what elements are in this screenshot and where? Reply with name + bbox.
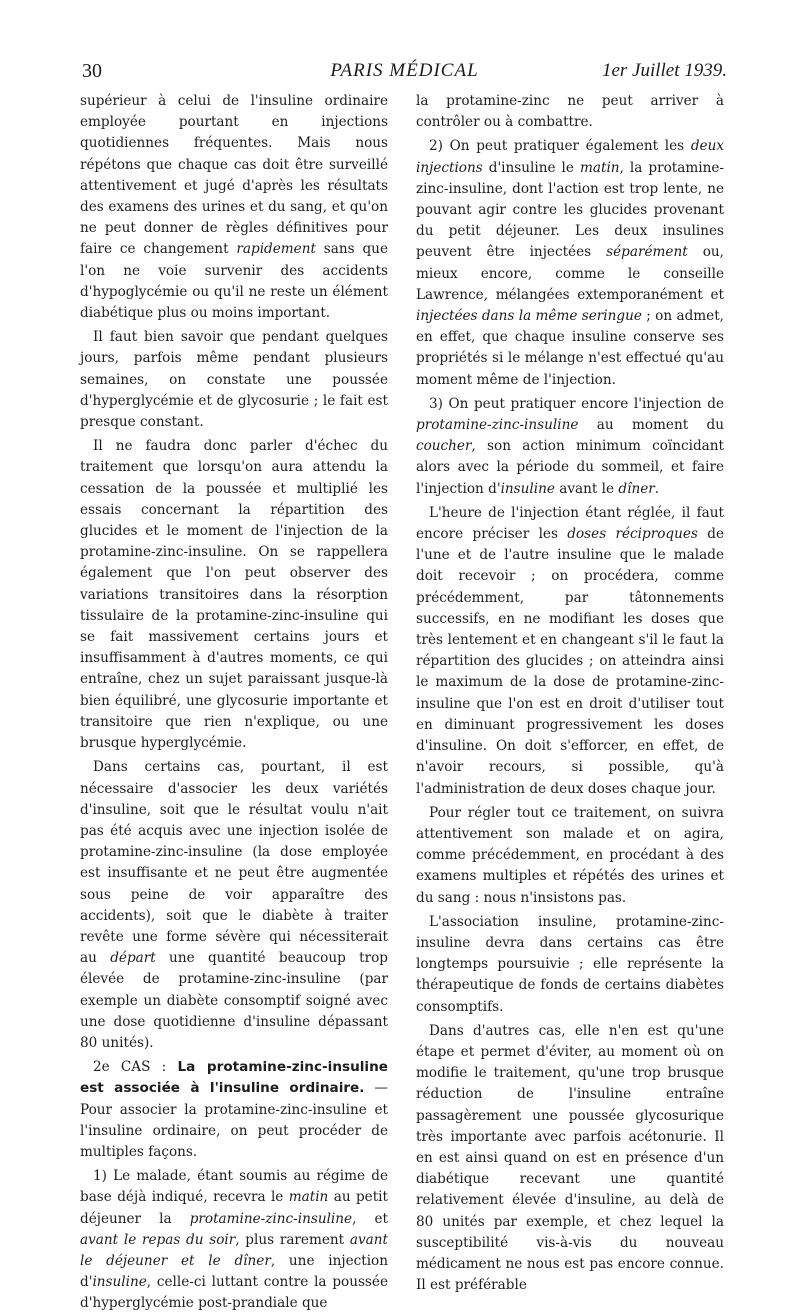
paragraph	[416, 912, 724, 1018]
italic-run: matin	[288, 1189, 329, 1206]
text-run: la protamine-zinc ne peut arriver à contrôler ou à combattre.	[416, 93, 724, 131]
right-column	[416, 91, 724, 1296]
text-run: de l'une et de l'autre insuline que le malade doit recevoir ; on procédera, comme précédemment, par tâtonnements successifs, en ne modifiant les doses que très lentement et en changeant s'il le faut la répartition des glucides ; on atteindra ainsi le maximum de la dose de protamine-zinc-insuline que l'on est en droit d'utiliser tout en diminuant progressivement les doses d'insuline. On doit s'efforcer, en effet, de n'avoir recours, si possible, qu'à l'administration de deux doses chaque jour.	[416, 526, 724, 797]
text-run: Il faut bien savoir que pendant quelques jours, parfois même pendant plusieurs semaines, on constate une poussée d'hyperglycémie et de glycosurie ; le fait est presque constant.	[80, 329, 388, 431]
text-run: 3) On peut pratiquer encore l'injection de	[429, 395, 724, 412]
italic-run: rapidement	[236, 241, 316, 258]
paragraph	[80, 91, 388, 324]
text-run: , celle-ci luttant contre la poussée d'hyperglycémie post-prandiale que	[80, 1274, 388, 1312]
paragraph	[416, 803, 724, 909]
paragraph	[80, 1166, 388, 1314]
text-run: Pour régler tout ce traitement, on suivra attentivement son malade et on agira, comme précédemment, en procédant à des examens multiples et répétés des urines et du sang : nous n'insistons pas.	[416, 804, 724, 906]
text-run: L'association insuline, protamine-zinc-insuline devra dans certains cas être longtemps poursuivie ; elle représente la thérapeutique de fonds de certains diabètes consomptifs.	[416, 913, 724, 1015]
text-run: sans que l'on ne voie survenir des accidents d'hypoglycémie ou qu'il ne reste un élément diabétique plus ou moins important.	[80, 241, 388, 322]
italic-run: avant le repas du soir	[80, 1231, 236, 1248]
text-run: au moment du	[578, 417, 724, 434]
paragraph	[416, 91, 724, 133]
text-run: 2) On peut pratiquer également les	[429, 138, 691, 155]
italic-run: matin	[580, 159, 620, 176]
italic-run: protamine-zinc-insuline	[416, 417, 579, 434]
text-run: , son action minimum coïncidant alors avec la période du sommeil, et faire l'injection d'	[416, 438, 724, 497]
text-run: Il ne faudra donc parler d'échec du traitement que lorsqu'on aura attendu la cessation de la poussée et multiplié les essais concernant la répartition des glucides et le moment de l'injection de la protamine-zinc-insuline. On se rappellera également que l'on peut observer des variations transitoires dans la résorption tissulaire de la protamine-zinc-insuline qui se fait massivement certains jours et insuffisamment à d'autres moments, ce qui entraîne, chez un sujet paraissant jusque-là bien équilibré, une glycosurie importante et transitoire que rien n'explique, ou une brusque hyperglycémie.	[80, 438, 388, 752]
italic-run: doses réciproques	[567, 526, 698, 543]
text-run: , une injection d'	[80, 1252, 388, 1291]
italic-run: insuline	[92, 1274, 147, 1291]
text-run: .	[654, 480, 660, 497]
paragraph	[416, 394, 724, 500]
italic-run: dîner	[618, 480, 655, 497]
case-label: 2e CAS :	[93, 1059, 178, 1076]
text-run: L'heure de l'injection étant réglée, il faut encore préciser les	[416, 504, 724, 543]
text-run: Dans d'autres cas, elle n'en est qu'une étape et permet d'éviter, au moment où on modifie le traitement, qu'une trop brusque réduction de l'insuline entraîne passagèrement une poussée glycosurique très importante avec parfois acétonurie. Il en est ainsi quand on est en présence d'un diabétique recevant une quantité relativement élevée d'insuline, au delà de 80 unités par exemple, et chez lequel la susceptibilité vis-à-vis du nouveau médicament ne nous est pas encore connue. Il est préférable	[416, 1022, 724, 1294]
text-run: au petit déjeuner la	[80, 1189, 388, 1227]
italic-run: insuline	[500, 480, 555, 497]
text-run: , et	[352, 1210, 388, 1227]
italic-run: deux injections	[416, 138, 724, 176]
text-run: ; on admet, en effet, que chaque insuline conserve ses propriétés si le mélange n'est effectué qu'au moment même de l'injection.	[416, 308, 724, 388]
italic-run: départ	[110, 950, 156, 967]
case-heading: La protamine-zinc-insuline est associée à l'insuline ordinaire.	[80, 1059, 388, 1097]
italic-run: avant le déjeuner et le dîner	[80, 1231, 388, 1269]
section-heading-paragraph	[80, 1057, 388, 1163]
text-run: Dans certains cas, pourtant, il est nécessaire d'associer les deux variétés d'insuline, soit que le résultat voulu n'ait pas été acquis avec une injection isolée de protamine-zinc-insuline (la dose employée est insuffisante et ne peut être augmentée sous peine de voir apparaître des accidents), soit que le diabète à traiter revête une forme sévère qui nécessiterait au	[80, 759, 388, 967]
italic-run: coucher	[416, 438, 472, 455]
text-run: avant le	[554, 480, 619, 497]
text-run: ou, mieux encore, comme le conseille Lawrence, mélangées extemporanément et	[416, 244, 724, 303]
paragraph	[80, 327, 388, 433]
text-run: d'insuline le	[482, 159, 580, 176]
journal-title: PARIS MÉDICAL	[330, 60, 479, 81]
left-column	[80, 91, 388, 1315]
running-header	[82, 60, 727, 88]
text-run: 1) Le malade, étant soumis au régime de base déjà indiqué, recevra le	[80, 1168, 388, 1206]
paragraph	[416, 503, 724, 800]
paragraph	[80, 436, 388, 754]
paragraph	[416, 1021, 724, 1297]
text-run: — Pour associer la protamine-zinc-insuline et l'insuline ordinaire, on peut procéder de multiples façons.	[80, 1080, 388, 1160]
paragraph	[80, 757, 388, 1054]
text-run: une quantité beaucoup trop élevée de protamine-zinc-insuline (par exemple un diabète consomptif soigné avec une dose quotidienne d'insuline dépassant 80 unités).	[80, 950, 388, 1051]
text-run: supérieur à celui de l'insuline ordinaire employée pourtant en injections quotidiennes fréquentes. Mais nous répétons que chaque cas doit être surveillé attentivement et jugé d'après les résultats des examens des urines et du sang, et qu'on ne peut donner de règles définitives pour faire ce changement	[80, 93, 388, 258]
text-run: , plus rarement	[235, 1231, 350, 1248]
italic-run: protamine-zinc-insuline	[189, 1210, 353, 1227]
italic-run: injectées dans la même seringue	[416, 308, 642, 325]
issue-date: 1er Juillet 1939.	[601, 60, 727, 81]
page-number: 30	[82, 60, 102, 82]
text-run: , la protamine-zinc-insuline, dont l'action est trop lente, ne pouvant agir contre les glucides provenant du petit déjeuner. Les deux insulines peuvent être injectées	[416, 159, 725, 261]
paragraph	[416, 136, 724, 390]
italic-run: séparément	[606, 244, 688, 261]
